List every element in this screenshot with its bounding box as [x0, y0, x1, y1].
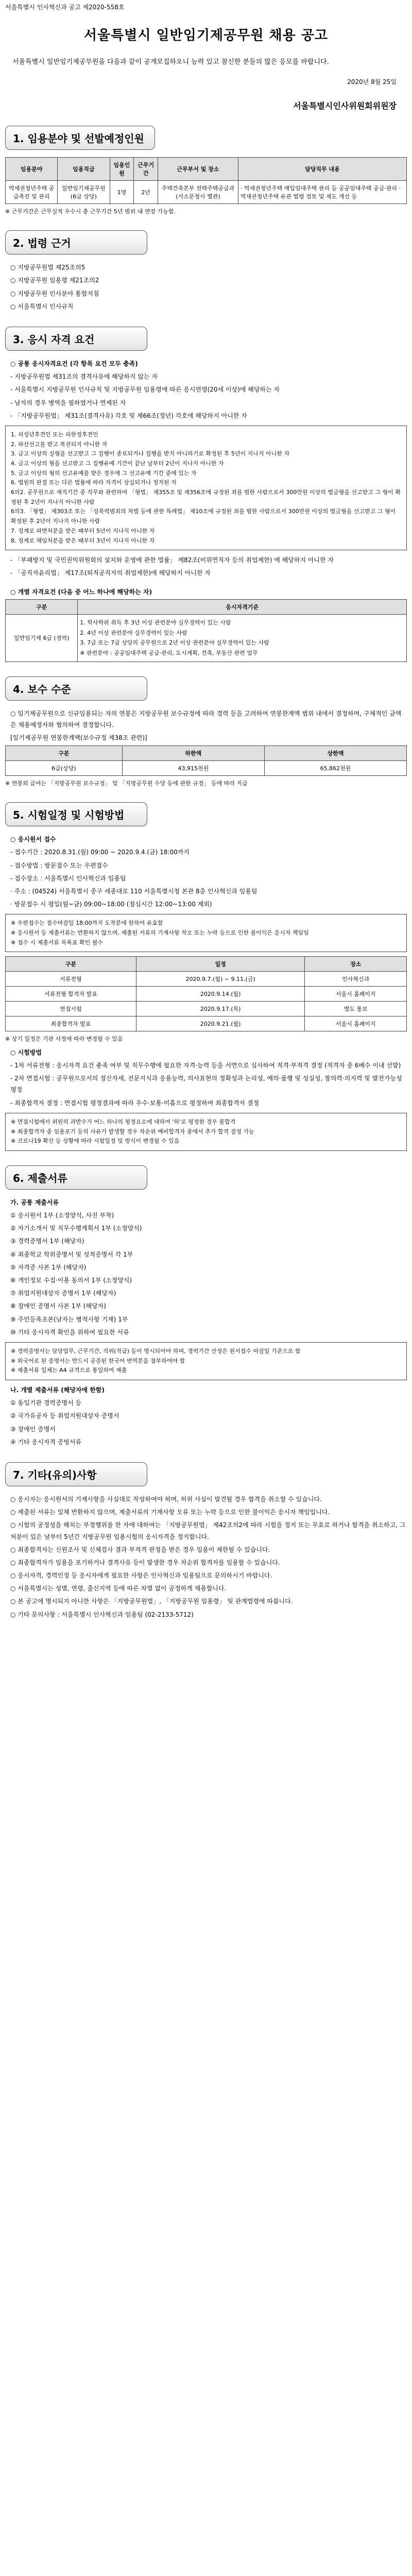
- announcement-date: 2020년 8월 25일: [347, 78, 397, 86]
- list-item: ④ 최종학교 학위증명서 및 성적증명서 각 1부: [10, 1250, 133, 1258]
- method-block: [5, 1047, 407, 1109]
- section-7-header: [5, 1462, 407, 1486]
- section-1-title: 1. 임용분야 및 선발예정인원: [5, 126, 155, 150]
- cell: 2020.9.14.(월): [136, 987, 305, 1002]
- th-exam-date: 일정: [136, 957, 305, 972]
- docs-b-block: [5, 1384, 407, 1448]
- sched-title: ○ 응시원서 접수: [10, 836, 56, 843]
- cell-pay-grade: 6급(상당): [6, 760, 123, 775]
- th-dept: 근무부서 및 장소: [158, 157, 238, 180]
- cell-criteria: 1. 학사학위 취득 후 3년 이상 관련분야 실무경력이 있는 사람 2. 4년 이상 관련분야 실무경력이 있는 사람 3. 7급 또는 7급 상당의 공무원으로 2년 이상 관련분야 실무경력이 있는 사람 ※ 관련분야 : 공공임대주택 공급·관리, 도시계획, 건축, 부동산 관련 업무: [78, 614, 407, 662]
- list-item: ○ 최종합격자가 임용을 포기하거나 결격사유 등이 발생한 경우 차순위 합격자를 임용할 수 있습니다.: [10, 1558, 280, 1566]
- section-1-header: [5, 126, 407, 150]
- cell-dept: 주택건축본부 전략주택공급과 (서소문청사 별관): [158, 180, 238, 204]
- page-title: 서울특별시 일반임기제공무원 채용 공고: [83, 28, 329, 43]
- list-item: ○ 지방공무원 인사분야 통합지침: [10, 290, 99, 297]
- th-category: 구분: [6, 599, 78, 614]
- pay-text: ○ 임기제공무원으로 신규임용되는 자의 연봉은 지방공무원 보수규정에 따라 경력 등을 고려하여 연봉한계액 범위 내에서 결정하며, 구체적인 금액은 채용예정자와 협의하여 결정합니다.: [10, 709, 402, 729]
- list-item: ○ 응시자격, 경력인정 등 응시자에게 필요한 사항은 인사혁신과 임용팀으로 문의하시기 바랍니다.: [10, 1572, 272, 1580]
- list-item: - 지방공무원법 제31조의 결격사유에 해당하지 않는 자: [10, 373, 158, 381]
- list-item: - 남자의 경우 병역을 필하였거나 면제된 자: [10, 399, 126, 406]
- table-row: [6, 180, 407, 204]
- list-item: ② 국가유공자 등 취업지원대상자 증명서: [10, 1412, 119, 1420]
- cell: 서울시 홈페이지: [305, 987, 407, 1002]
- cell-duty: · 역세권청년주택 매입임대주택 관리 등 공공임대주택 공급·관리 · 역세권청년주택 유관 법령 검토 및 제도 개선 등: [238, 180, 406, 204]
- cell: 면접시험: [6, 1002, 136, 1016]
- list-item: - 2차 면접시험 : 공무원으로서의 정신자세, 전문지식과 응용능력, 의사표현의 정확성과 논리성, 예의·품행 및 성실성, 창의력·의지력 및 발전가능성 평정: [10, 1075, 402, 1094]
- pay-block: [5, 708, 407, 744]
- qual-extra: [5, 554, 407, 598]
- cell: 별도 통보: [305, 1002, 407, 1016]
- list-item: ① 응시원서 1부 (소정양식, 사진 부착): [10, 1212, 114, 1219]
- announcement-page: [0, 3, 412, 1620]
- th-pay-grade: 구분: [6, 745, 123, 760]
- qual-individual-title: ○ 개별 자격요건 (다음 중 어느 하나에 해당하는 자): [10, 588, 152, 596]
- disqualification-box: [5, 426, 407, 550]
- list-item: ※ 코로나19 확산 등 상황에 따라 시험일정 및 방식이 변경될 수 있음: [11, 1138, 180, 1145]
- section-2-header: [5, 230, 407, 255]
- cell-category: 일반임기제 6급 (경력): [6, 614, 78, 662]
- list-item: ※ 제출서류 일체는 A4 규격으로 통일하여 제출: [11, 1367, 127, 1374]
- list-item: ○ 본 공고에 명시되지 아니한 사항은 「지방공무원법」, 「지방공무원 임용령」 및 관계법령에 따릅니다.: [10, 1598, 293, 1605]
- list-item: 7. 징계로 파면처분을 받은 때부터 5년이 지나지 아니한 자: [11, 527, 155, 534]
- exam-schedule-table: [5, 956, 407, 1031]
- intro-text: 서울특별시 일반임기제공무원을 다음과 같이 공개모집하오니 능력 있고 참신한 분들의 많은 응모를 바랍니다.: [12, 58, 329, 66]
- list-item: 3. 금고 이상의 실형을 선고받고 그 집행이 종료되거나 집행을 받지 아니하기로 확정된 후 5년이 지나지 아니한 자: [11, 450, 289, 457]
- list-item: 1. 피성년후견인 또는 피한정후견인: [11, 431, 98, 438]
- list-item: ⑩ 기타 응시자격 확인을 위하여 필요한 서류: [10, 1328, 129, 1336]
- list-item: 6의3. 「형법」 제303조 또는 「성폭력범죄의 처벌 등에 관한 특례법」 제10조에 규정된 죄를 범한 사람으로서 300만원 이상의 벌금형을 선고받고 그 형이 확정된 후 2년이 지나지 아니한 사람: [11, 508, 396, 525]
- qual-title: ○ 공통 응시자격요건 (각 항목 요건 모두 충족): [10, 360, 138, 368]
- list-item: ※ 외국어로 된 증명서는 반드시 공증된 한국어 번역본을 첨부하여야 함: [11, 1357, 185, 1364]
- list-item: - 서울특별시 지방공무원 인사규칙 및 지방공무원 임용령에 따른 응시연령(20세 이상)에 해당하는 자: [10, 386, 280, 394]
- th-grade: 임용직급: [58, 157, 110, 180]
- list-item: ○ 지방공무원 임용령 제21조의2: [10, 277, 99, 284]
- list-item: 4. 금고 이상의 형을 선고받고 그 집행유예 기간이 끝난 날부터 2년이 지나지 아니한 자: [11, 460, 224, 467]
- cell-pay-max: 65,862천원: [264, 760, 406, 775]
- list-item: ※ 접수 시 제출서류 목록표 확인 필수: [11, 939, 103, 946]
- exam-note: ※ 상기 일정은 기관 사정에 따라 변경될 수 있음: [5, 1036, 123, 1043]
- list-item: 6의2. 공무원으로 재직기간 중 직무와 관련하여 「형법」 제355조 및 제356조에 규정된 죄를 범한 사람으로서 300만원 이상의 벌금형을 선고받고 그 형이 확정된 후 2년이 지나지 아니한 사람: [11, 489, 401, 505]
- cell-period: 2년: [134, 180, 158, 204]
- list-item: - 1차 서류전형 : 응시자격 요건 충족 여부 및 직무수행에 필요한 자격·능력 등을 서면으로 심사하여 적격·부적격 결정 (적격자 중 6배수 이내 선발): [10, 1062, 401, 1070]
- method-title: ○ 시험방법: [10, 1048, 42, 1056]
- list-item: - 최종합격자 결정 : 면접시험 평정결과에 따라 우수·보통·미흡으로 평정하여 최종합격자 결정: [10, 1099, 260, 1107]
- cell: 2020.9.21.(월): [136, 1016, 305, 1031]
- list-item: ○ 서울특별시 인사규칙: [10, 302, 74, 310]
- docs-title: 가. 공통 제출서류: [10, 1198, 59, 1206]
- list-item: - 접수기간 : 2020.8.31.(월) 09:00 ~ 2020.9.4.(금) 18:00까지: [10, 849, 190, 856]
- table-row: [6, 987, 407, 1002]
- list-item: ※ 경력증명서는 담당업무, 근무기간, 직위(직급) 등이 명시되어야 하며, 경력기간 산정은 원서접수 마감일 기준으로 함: [11, 1347, 301, 1354]
- cell-field: 역세권청년주택 공급촉진 및 관리: [6, 180, 58, 204]
- list-item: ⑤ 자격증 사본 1부 (해당자): [10, 1263, 87, 1271]
- table-row: [6, 972, 407, 987]
- list-item: 2. 파산선고를 받고 복권되지 아니한 자: [11, 440, 108, 448]
- section-5-header: [5, 802, 407, 826]
- cell: 인사혁신과: [305, 972, 407, 987]
- notice-number: 서울특별시 인사혁신과 공고 제2020-558호: [5, 4, 125, 11]
- cell-grade: 일반임기제공무원 (6급 상당): [58, 180, 110, 204]
- cell: 서류전형 합격자 발표: [6, 987, 136, 1002]
- section-4-title: 4. 보수 수준: [5, 676, 147, 701]
- table-note: ※ 근무기간은 근무실적 우수시 총 근무기간 5년 범위 내 연장 가능함.: [5, 208, 176, 215]
- list-item: ② 자기소개서 및 직무수행계획서 1부 (소정양식): [10, 1225, 142, 1232]
- method-notes: [5, 1113, 407, 1151]
- section-3-header: [5, 327, 407, 351]
- cell: 2020.9.7.(월) ~ 9.11.(금): [136, 972, 305, 987]
- signer: 서울특별시인사위원회위원장: [293, 100, 397, 111]
- list-item: ※ 응시원서 등 제출서류는 반환하지 않으며, 제출된 서류의 기재사항 착오 또는 누락 등으로 인한 불이익은 응시자 책임임: [11, 929, 309, 936]
- list-item: · 주소 : (04524) 서울특별시 중구 세종대로 110 서울특별시청 본관 8층 인사혁신과 임용팀: [10, 887, 258, 895]
- list-item: ⑥ 개인정보 수집·이용 동의서 1부 (소정양식): [10, 1277, 132, 1284]
- list-item: ① 동일기관 경력증명서 등: [10, 1399, 82, 1407]
- cell: 2020.9.17.(목): [136, 1002, 305, 1016]
- list-item: - 「공직자윤리법」 제17조(퇴직공직자의 취업제한)에 해당하지 아니한 자: [10, 569, 211, 577]
- table-row: [6, 1016, 407, 1031]
- list-item: ④ 기타 응시자격 증빙서류: [10, 1438, 82, 1446]
- list-item: ※ 면접시험에서 위원의 과반수가 어느 하나의 평정요소에 대하여 '하'로 평정한 경우 불합격: [11, 1118, 236, 1125]
- law-list: [5, 262, 407, 312]
- docs-b-title: 나. 개별 제출서류 (해당자에 한함): [10, 1386, 105, 1394]
- table-row: [6, 760, 407, 775]
- list-item: ○ 지방공무원법 제25조의5: [10, 264, 85, 272]
- list-item: ○ 최종합격자는 신원조사 및 신체검사 결과 부적격 판정을 받은 경우 임용이 제한될 수 있습니다.: [10, 1546, 270, 1553]
- th-period: 근무기간: [134, 157, 158, 180]
- section-5-title: 5. 시험일정 및 시험방법: [5, 802, 147, 826]
- th-pay-min: 하한액: [122, 745, 264, 760]
- list-item: - 「지방공무원법」 제31조(결격사유) 각호 및 제66조(정년) 각호에 해당하지 아니한 자: [10, 412, 247, 419]
- section-7-title: 7. 기타(유의)사항: [5, 1462, 147, 1486]
- list-item: ○ 기타 문의사항 : 서울특별시 인사혁신과 임용팀 (02-2133-5712): [10, 1611, 194, 1618]
- section-3-title: 3. 응시 자격 요건: [5, 327, 147, 351]
- th-field: 임용분야: [6, 157, 58, 180]
- list-item: ⑧ 장애인 증명서 사본 1부 (해당자): [10, 1302, 106, 1310]
- list-item: ○ 서울특별시는 성별, 연령, 출신지역 등에 따른 차별 없이 공정하게 채용합니다.: [10, 1585, 227, 1592]
- th-exam-place: 장소: [305, 957, 407, 972]
- list-item: 5. 금고 이상의 형의 선고유예를 받은 경우에 그 선고유예 기간 중에 있는 자: [11, 469, 197, 477]
- positions-table: [5, 157, 407, 204]
- section-6-title: 6. 제출서류: [5, 1165, 147, 1190]
- cell: 최종합격자 발표: [6, 1016, 136, 1031]
- qualification-block: [5, 358, 407, 421]
- th-exam-stage: 구분: [6, 957, 136, 972]
- docs-block: [5, 1197, 407, 1338]
- list-item: ○ 시험의 공정성을 해치는 부정행위를 한 자에 대하여는 「지방공무원법」 제42조의2에 따라 시험을 정지 또는 무효로 하거나 합격을 취소하고, 그 처분이 있은 날부터 5년간 지방공무원 임용시험의 응시자격을 정지합니다.: [10, 1521, 406, 1540]
- docs-notes: [5, 1342, 407, 1380]
- list-item: ⑨ 주민등록초본(남자는 병적사항 기재) 1부: [10, 1315, 128, 1323]
- list-item: ○ 제출된 서류는 일체 반환하지 않으며, 제출서류의 기재사항 오류 또는 누락 등으로 인한 불이익은 응시자 책임입니다.: [10, 1509, 330, 1516]
- etc-block: [5, 1494, 407, 1620]
- list-item: ※ 최종합격자 중 임용포기 등의 사유가 발생할 경우 차순위 예비합격자 중에서 추가 합격 결정 가능: [11, 1128, 254, 1135]
- table-row: [6, 614, 407, 662]
- section-4-header: [5, 676, 407, 701]
- cell-pay-min: 43,915천원: [122, 760, 264, 775]
- cell-count: 1명: [110, 180, 134, 204]
- list-item: ○ 응시자는 응시원서의 기재사항을 사실대로 작성하여야 하며, 허위 사실이 발견될 경우 합격을 취소할 수 있습니다.: [10, 1495, 322, 1503]
- list-item: ※ 우편접수는 접수마감일 18:00까지 도착분에 한하여 유효함: [11, 920, 163, 927]
- qual-table: [5, 599, 407, 662]
- section-6-header: [5, 1165, 407, 1190]
- pay-table: [5, 745, 407, 776]
- list-item: 8. 징계로 해임처분을 받은 때부터 3년이 지나지 아니한 자: [11, 537, 155, 544]
- pay-note: ※ 연봉외 급여는 「지방공무원 보수규정」 및 「지방공무원 수당 등에 관한 규정」 등에 따라 지급: [5, 779, 248, 787]
- list-item: - 「부패방지 및 국민권익위원회의 설치와 운영에 관한 법률」 제82조(비위면직자 등의 취업제한) 에 해당하지 아니한 자: [10, 556, 334, 564]
- th-duty: 담당직무 내용: [238, 157, 406, 180]
- section-2-title: 2. 법령 근거: [5, 230, 147, 255]
- list-item: 6. 법원의 판결 또는 다른 법률에 따라 자격이 상실되거나 정지된 자: [11, 479, 177, 486]
- list-item: - 접수장소 : 서울특별시 인사혁신과 임용팀: [10, 874, 126, 882]
- th-count: 임용인원: [110, 157, 134, 180]
- schedule-block: [5, 834, 407, 910]
- schedule-notes: [5, 914, 407, 952]
- th-pay-max: 상한액: [264, 745, 406, 760]
- cell: 서류전형: [6, 972, 136, 987]
- pay-sub: [일기제공무원 연봉한계액(보수규정 제38조 관련)]: [10, 734, 147, 742]
- list-item: - 접수방법 : 방문접수 또는 우편접수: [10, 861, 108, 869]
- list-item: ③ 경력증명서 1부 (해당자): [10, 1238, 84, 1245]
- th-criteria: 응시자격기준: [78, 599, 407, 614]
- list-item: ⑦ 취업지원대상자 증명서 1부 (해당자): [10, 1290, 116, 1297]
- list-item: ③ 장애인 증명서: [10, 1425, 56, 1433]
- table-row: [6, 1002, 407, 1016]
- list-item: · 방문접수 시 평일(월~금) 09:00~18:00 (점심시간 12:00~13:00 제외): [10, 901, 212, 908]
- cell: 서울시 홈페이지: [305, 1016, 407, 1031]
